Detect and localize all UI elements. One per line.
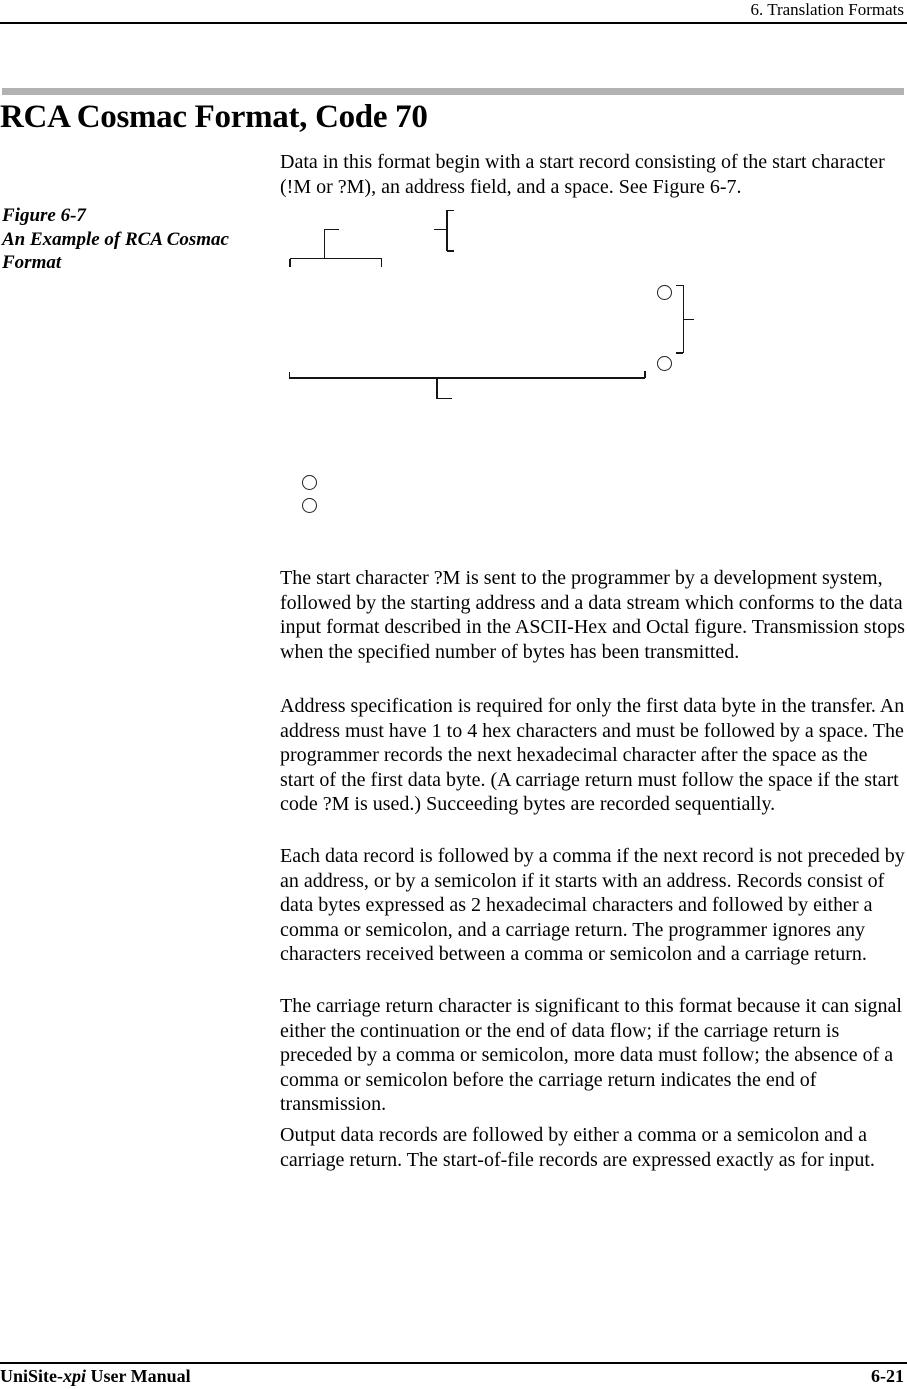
section-divider-bar <box>2 88 904 95</box>
figure-circle-top-right <box>657 285 672 300</box>
figure-circle-lower-1 <box>302 475 317 490</box>
bracket-right-tick-bottom <box>676 352 683 354</box>
callout-mid-vertical <box>446 210 448 252</box>
running-header <box>751 0 905 20</box>
bracket-topleft-stem <box>324 229 326 258</box>
body-paragraph-2: Address specification is required for only the first data byte in the transfer. An address must have 1 to 4 hex characters and must be followed by a space. The programmer records the next hexadecimal character after the space as the start of the first data byte. (A carriage return must follow the space if the start code ?M is used.) Succeeding bytes are recorded sequentially. <box>280 695 905 815</box>
footer-manual-suffix: User Manual <box>86 1366 191 1386</box>
figure-caption-title-line-2: Format <box>2 252 62 273</box>
callout-mid-tick-middle <box>434 229 447 231</box>
body-paragraph-3: Each data record is followed by a comma if the next record is not preceded by an address, or by a semicolon if it starts with an address. Records consist of data bytes expressed as 2 hexadecimal characters and followed by either a comma or semicolon, and a carriage return. The programmer ignores any characters received between a comma or semicolon and a carriage return. <box>280 845 905 965</box>
page-title: RCA Cosmac Format, Code 70 <box>0 99 428 135</box>
bracket-bottom-bar <box>289 377 645 379</box>
bracket-topleft-tick-right <box>381 259 383 267</box>
figure-circle-lower-2 <box>302 498 317 513</box>
body-paragraph-1: The start character ?M is sent to the programmer by a development system, followed by the starting address and a data stream which conforms to the data input format described in the ASCII-Hex and Octal figure. Transmission stops when the specified number of bytes has been transmitted. <box>280 567 905 663</box>
header-rule <box>0 22 907 24</box>
footer-manual-prefix: UniSite- <box>0 1366 63 1386</box>
bracket-topleft-tick-left <box>289 259 291 267</box>
body-paragraph-5: Output data records are followed by either a comma or a semicolon and a carriage return. The start-of-file records are expressed exactly as for input. <box>280 1124 875 1171</box>
body-paragraph-4: The carriage return character is significant to this format because it can signal either the continuation or the end of data flow; if the carriage return is preceded by a comma or semicolon, more data must follow; the absence of a comma or semicolon before the carriage return indicates the end of transmission. <box>280 995 902 1115</box>
bracket-bottom-flag <box>437 398 452 400</box>
intro-paragraph: Data in this format begin with a start record consisting of the start character (!M or ?M), an address field, and a space. See Figure 6-7. <box>280 151 885 198</box>
bracket-bottom-tick-right <box>644 371 646 378</box>
callout-mid-tick-bottom <box>447 250 455 252</box>
bracket-bottom-stem <box>436 378 438 399</box>
figure-circle-bottom-right <box>657 356 672 371</box>
footer <box>0 1366 904 1387</box>
bracket-bottom-tick-left <box>289 372 291 378</box>
bracket-topleft-flag <box>324 229 339 231</box>
figure-caption-title-line-1: An Example of RCA Cosmac <box>2 228 229 250</box>
footer-manual-name <box>0 1366 191 1387</box>
footer-manual-italic: xpi <box>63 1366 87 1386</box>
bracket-topleft-bar <box>290 258 382 260</box>
figure-caption <box>2 204 229 275</box>
bracket-right-tick-top <box>676 285 683 287</box>
footer-page-number: 6-21 <box>871 1366 904 1386</box>
callout-mid-tick-top <box>447 210 455 212</box>
footer-rule <box>0 1362 907 1364</box>
bracket-right-tick-middle <box>683 319 694 321</box>
figure-caption-number: Figure 6-7 <box>2 205 86 226</box>
bracket-right-vertical <box>683 285 685 353</box>
running-header-text: 6. Translation Formats <box>750 0 904 19</box>
